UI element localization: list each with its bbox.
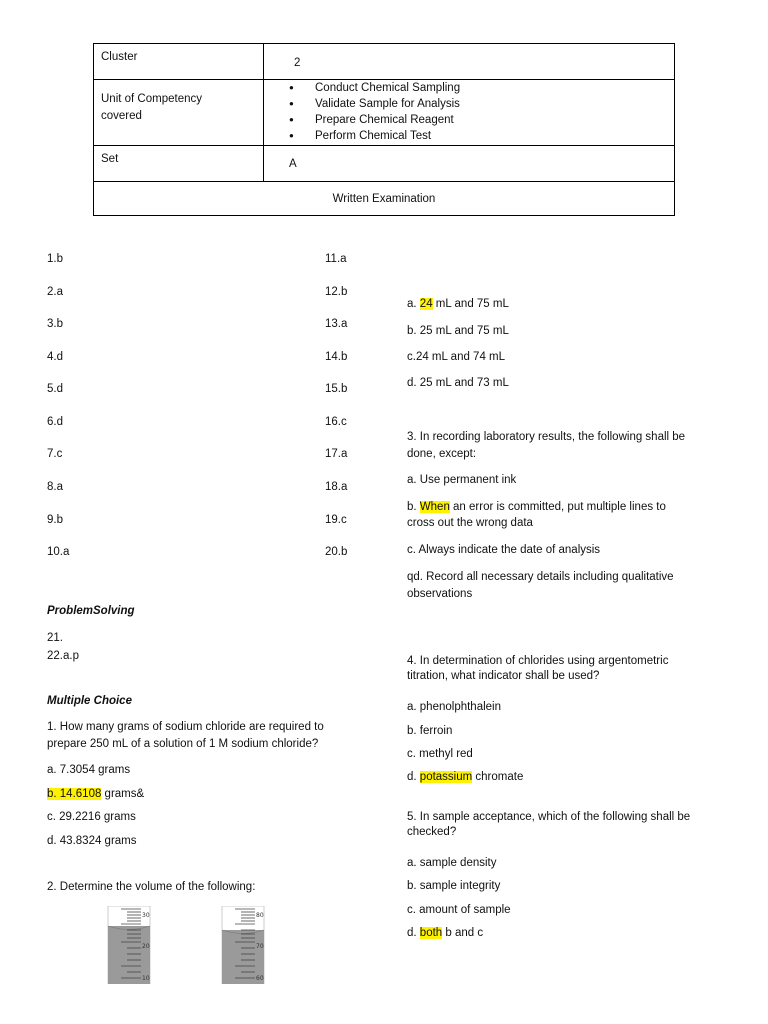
table-row-divider (94, 181, 674, 182)
set-value: A (289, 158, 297, 170)
option-rest: mL and 75 mL (432, 298, 509, 310)
cluster-label: Cluster (101, 51, 138, 63)
q2-option-d: d. 25 mL and 73 mL (407, 377, 509, 389)
q2-option-b: b. 25 mL and 75 mL (407, 325, 509, 337)
cylinder-tick-label: 80 (256, 912, 264, 919)
question-1-line1: 1. How many grams of sodium chloride are required to (47, 721, 324, 733)
unit-item: ● Perform Chemical Test (289, 128, 460, 144)
question-5-line1: 5. In sample acceptance, which of the following shall be (407, 811, 691, 823)
table-divider (263, 44, 264, 181)
cylinder-tick-label: 70 (256, 943, 264, 950)
option-rest: b and c (442, 927, 484, 939)
q1-option-b (47, 786, 144, 802)
q1-option-a: a. 7.3054 grams (47, 764, 131, 776)
answer-item: 18.a (325, 481, 348, 493)
q4-option-c: c. methyl red (407, 748, 473, 760)
q1-option-b-rest: grams& (101, 788, 145, 800)
problem-item-22: 22.a.p (47, 650, 79, 662)
q3-option-b (407, 499, 666, 515)
option-prefix: d. (407, 927, 420, 939)
problem-item-21: 21. (47, 632, 63, 644)
q1-option-d: d. 43.8324 grams (47, 835, 137, 847)
option-rest: an error is committed, put multiple lines to (449, 501, 666, 513)
unit-label-line1: Unit of Competency (101, 93, 202, 105)
q4-option-d (407, 769, 523, 785)
answer-item: 17.a (325, 448, 348, 460)
unit-list (289, 80, 460, 144)
q3-option-d-line2: observations (407, 588, 473, 600)
highlighted-answer: both (419, 927, 443, 939)
question-3-line2: done, except: (407, 448, 477, 460)
set-label: Set (101, 153, 119, 165)
multiple-choice-heading: Multiple Choice (47, 695, 132, 707)
graduated-cylinder-1 (107, 906, 151, 984)
option-prefix: d. (407, 771, 420, 783)
answer-item: 3.b (47, 318, 63, 330)
answer-item: 13.a (325, 318, 348, 330)
q5-option-b: b. sample integrity (407, 880, 501, 892)
q5-option-d (407, 925, 483, 941)
option-prefix: b. (407, 501, 420, 513)
q2-option-c: c.24 mL and 74 mL (407, 351, 506, 363)
highlighted-answer: 24 (419, 298, 433, 310)
cylinder-tick-label: 60 (256, 975, 264, 982)
answer-item: 19.c (325, 514, 347, 526)
q1-option-c: c. 29.2216 grams (47, 811, 136, 823)
q5-option-a: a. sample density (407, 857, 497, 869)
answer-item: 9.b (47, 514, 63, 526)
unit-label-line2: covered (101, 110, 142, 122)
answer-item: 12.b (325, 286, 348, 298)
answer-item: 2.a (47, 286, 63, 298)
question-1-line2: prepare 250 mL of a solution of 1 M sodium chloride? (47, 738, 319, 750)
q3-option-a: a. Use permanent ink (407, 474, 517, 486)
cylinder-tick-label: 10 (142, 975, 150, 982)
answer-item: 4.d (47, 351, 63, 363)
q2-option-a (407, 296, 509, 312)
q4-option-a: a. phenolphthalein (407, 701, 501, 713)
answer-item: 10.a (47, 546, 70, 558)
exam-title: Written Examination (332, 193, 436, 205)
q3-option-c: c. Always indicate the date of analysis (407, 544, 601, 556)
question-5-line2: checked? (407, 826, 457, 838)
cylinder-tick-label: 20 (142, 943, 150, 950)
unit-item: ● Prepare Chemical Reagent (289, 112, 460, 128)
graduated-cylinder-2 (221, 906, 265, 984)
q5-option-c: c. amount of sample (407, 904, 511, 916)
answer-item: 15.b (325, 383, 348, 395)
option-prefix: a. (407, 298, 420, 310)
problem-solving-heading: ProblemSolving (47, 605, 135, 617)
answer-item: 20.b (325, 546, 348, 558)
answer-item: 16.c (325, 416, 347, 428)
answer-item: 7.c (47, 448, 63, 460)
question-4-line1: 4. In determination of chlorides using argentometric (407, 655, 669, 667)
unit-item: ● Validate Sample for Analysis (289, 96, 460, 112)
cluster-value: 2 (294, 57, 301, 69)
cylinder-tick-label: 30 (142, 912, 150, 919)
highlighted-answer: potassium (419, 771, 473, 783)
option-rest: chromate (472, 771, 524, 783)
answer-item: 5.d (47, 383, 63, 395)
answer-item: 14.b (325, 351, 348, 363)
highlighted-answer: b. 14.6108 (47, 788, 102, 800)
highlighted-answer: When (419, 501, 450, 513)
unit-item: ● Conduct Chemical Sampling (289, 80, 460, 96)
answer-item: 8.a (47, 481, 63, 493)
q3-option-d-line1: qd. Record all necessary details including qualitative (407, 571, 674, 583)
q3-option-b-line2: cross out the wrong data (407, 517, 533, 529)
question-4-line2: titration, what indicator shall be used? (407, 670, 600, 682)
header-table (93, 43, 675, 216)
answer-item: 1.b (47, 253, 63, 265)
question-3-line1: 3. In recording laboratory results, the following shall be (407, 431, 686, 443)
q4-option-b: b. ferroin (407, 725, 453, 737)
answer-item: 6.d (47, 416, 63, 428)
answer-item: 11.a (325, 253, 347, 265)
question-2: 2. Determine the volume of the following: (47, 881, 256, 893)
table-row-divider (94, 145, 674, 146)
